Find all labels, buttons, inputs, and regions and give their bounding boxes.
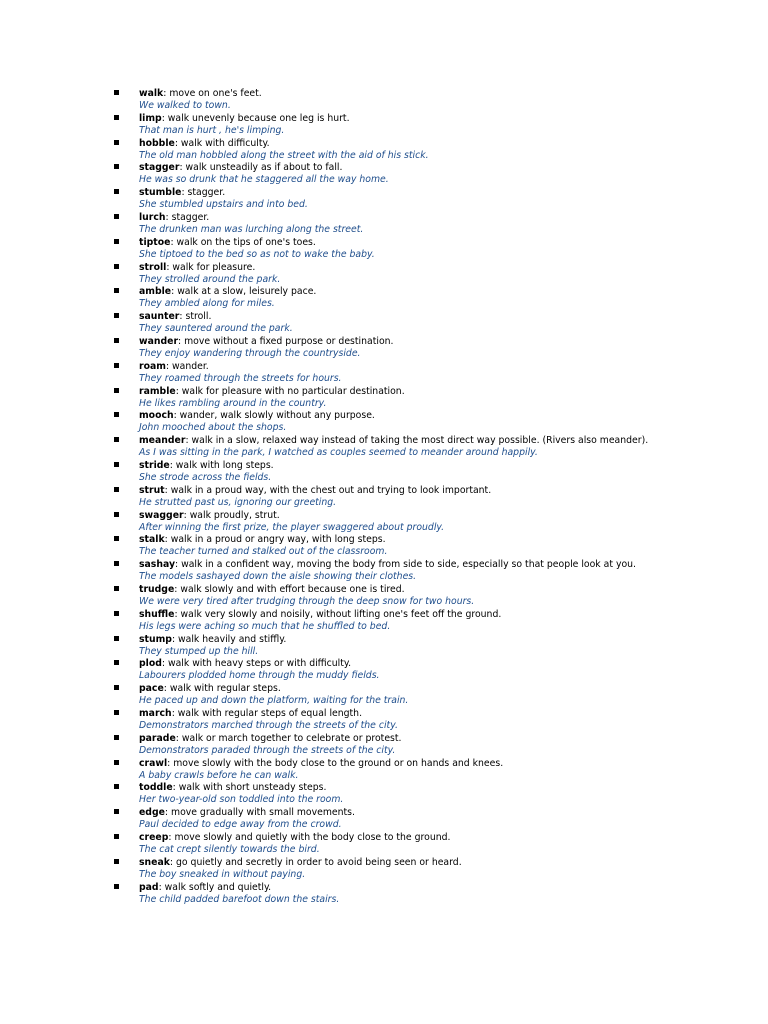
example-sentence: He likes rambling around in the country. — [139, 397, 327, 409]
headword: wander — [139, 335, 179, 347]
list-item — [114, 708, 754, 733]
example-sentence: His legs were aching so much that he shuffled to bed. — [139, 620, 391, 632]
list-item — [114, 361, 754, 386]
example-sentence: She strode across the fields. — [139, 471, 272, 483]
example-sentence: She tiptoed to the bed so as not to wake the baby. — [139, 248, 375, 260]
list-item — [114, 435, 754, 460]
square-bullet-icon — [114, 189, 119, 194]
example-sentence: Demonstrators paraded through the streets of the city. — [139, 744, 396, 756]
definition-text: : move slowly with the body close to the ground or on hands and knees. — [167, 757, 504, 769]
headword: shuffle — [139, 608, 175, 620]
definition-line — [139, 634, 754, 646]
square-bullet-icon — [114, 884, 119, 889]
definition-text: : wander. — [165, 360, 209, 372]
headword: pace — [139, 683, 164, 695]
headword: swagger — [139, 509, 184, 521]
definition-text: : walk with regular steps of equal length. — [171, 707, 363, 719]
headword: limp — [139, 112, 162, 124]
example-sentence: We were very tired after trudging through the deep snow for two hours. — [139, 595, 475, 607]
definition-line — [139, 435, 754, 447]
list-item — [114, 311, 754, 336]
definition-text: : walk very slowly and noisily, without lifting one's feet off the ground. — [174, 608, 502, 620]
list-item — [114, 807, 754, 832]
list-item — [114, 559, 754, 584]
example-sentence: The boy sneaked in without paying. — [139, 868, 306, 880]
square-bullet-icon — [114, 140, 119, 145]
headword: strut — [139, 484, 165, 496]
definition-text: : walk on the tips of one's toes. — [170, 236, 316, 248]
example-sentence: As I was sitting in the park, I watched as couples seemed to meander around happily. — [139, 447, 538, 459]
definition-text: : walk or march together to celebrate or protest. — [175, 732, 402, 744]
definition-line — [139, 683, 754, 695]
square-bullet-icon — [114, 611, 119, 616]
headword: sneak — [139, 856, 170, 868]
list-item — [114, 88, 754, 113]
definition-text: : walk heavily and stiffly. — [171, 633, 287, 645]
example-sentence: They enjoy wandering through the countryside. — [139, 347, 361, 359]
list-item — [114, 187, 754, 212]
definition-text: : stagger. — [165, 211, 210, 223]
headword: march — [139, 707, 172, 719]
definition-line — [139, 807, 754, 819]
definition-line — [139, 138, 754, 150]
definition-line — [139, 857, 754, 869]
example-sentence: He strutted past us, ignoring our greeting. — [139, 496, 337, 508]
square-bullet-icon — [114, 760, 119, 765]
definition-text: : walk in a slow, relaxed way instead of taking the most direct way possible. (Rivers also meander). — [185, 435, 649, 447]
headword: toddle — [139, 782, 173, 794]
definition-line — [139, 782, 754, 794]
example-sentence: Paul decided to edge away from the crowd. — [139, 819, 342, 831]
example-sentence: Labourers plodded home through the muddy fields. — [139, 670, 380, 682]
definition-line — [139, 534, 754, 546]
example-sentence: He paced up and down the platform, waiting for the train. — [139, 695, 409, 707]
headword: crawl — [139, 757, 168, 769]
square-bullet-icon — [114, 784, 119, 789]
example-sentence: Demonstrators marched through the streets of the city. — [139, 719, 398, 731]
headword: mooch — [139, 410, 174, 422]
headword: roam — [139, 360, 166, 372]
square-bullet-icon — [114, 239, 119, 244]
square-bullet-icon — [114, 412, 119, 417]
square-bullet-icon — [114, 164, 119, 169]
square-bullet-icon — [114, 313, 119, 318]
headword: plod — [139, 658, 162, 670]
headword: ramble — [139, 385, 176, 397]
square-bullet-icon — [114, 437, 119, 442]
square-bullet-icon — [114, 685, 119, 690]
headword: stagger — [139, 162, 180, 174]
headword: trudge — [139, 583, 175, 595]
definition-text: : walk with difficulty. — [174, 137, 270, 149]
example-sentence: The teacher turned and stalked out of the classroom. — [139, 546, 388, 558]
example-sentence: The child padded barefoot down the stairs. — [139, 893, 340, 905]
square-bullet-icon — [114, 388, 119, 393]
definition-line — [139, 311, 754, 323]
example-sentence: John mooched about the shops. — [139, 422, 287, 434]
definition-text: : move slowly and quietly with the body close to the ground. — [168, 831, 451, 843]
headword: amble — [139, 286, 172, 298]
definition-text: : stroll. — [179, 311, 212, 323]
definition-line — [139, 758, 754, 770]
list-item — [114, 162, 754, 187]
definition-text: : walk unsteadily as if about to fall. — [179, 162, 343, 174]
square-bullet-icon — [114, 487, 119, 492]
example-sentence: She stumbled upstairs and into bed. — [139, 199, 308, 211]
square-bullet-icon — [114, 363, 119, 368]
example-sentence: Her two-year-old son toddled into the room. — [139, 794, 344, 806]
square-bullet-icon — [114, 115, 119, 120]
square-bullet-icon — [114, 586, 119, 591]
headword: creep — [139, 831, 169, 843]
example-sentence: The models sashayed down the aisle showing their clothes. — [139, 571, 417, 583]
definition-line — [139, 510, 754, 522]
example-sentence: They strolled around the park. — [139, 273, 281, 285]
definition-line — [139, 733, 754, 745]
definition-line — [139, 658, 754, 670]
headword: stroll — [139, 261, 167, 273]
definition-text: : move gradually with small movements. — [164, 807, 355, 819]
square-bullet-icon — [114, 338, 119, 343]
list-item — [114, 733, 754, 758]
list-item — [114, 609, 754, 634]
square-bullet-icon — [114, 859, 119, 864]
definition-line — [139, 361, 754, 373]
headword: stalk — [139, 534, 165, 546]
headword: hobble — [139, 137, 175, 149]
definition-text: : walk at a slow, leisurely pace. — [171, 286, 317, 298]
square-bullet-icon — [114, 512, 119, 517]
definition-text: : walk with short unsteady steps. — [172, 782, 327, 794]
square-bullet-icon — [114, 710, 119, 715]
square-bullet-icon — [114, 660, 119, 665]
square-bullet-icon — [114, 561, 119, 566]
list-item — [114, 386, 754, 411]
list-item — [114, 336, 754, 361]
definition-text: : walk with heavy steps or with difficulty. — [161, 658, 352, 670]
headword: meander — [139, 435, 186, 447]
list-item — [114, 832, 754, 857]
definition-text: : move without a fixed purpose or destination. — [178, 335, 394, 347]
list-item — [114, 758, 754, 783]
list-item — [114, 286, 754, 311]
list-item — [114, 584, 754, 609]
list-item — [114, 857, 754, 882]
definition-text: : wander, walk slowly without any purpose. — [173, 410, 375, 422]
definition-text: : walk with long steps. — [169, 459, 274, 471]
headword: tiptoe — [139, 236, 171, 248]
list-item — [114, 460, 754, 485]
example-sentence: They sauntered around the park. — [139, 323, 293, 335]
list-item — [114, 534, 754, 559]
definition-line — [139, 212, 754, 224]
list-item — [114, 485, 754, 510]
example-sentence: The cat crept silently towards the bird. — [139, 843, 320, 855]
list-item — [114, 782, 754, 807]
definition-text: : move on one's feet. — [163, 88, 262, 99]
definition-line — [139, 262, 754, 274]
definition-text: : walk unevenly because one leg is hurt. — [161, 112, 350, 124]
definition-text: : walk softly and quietly. — [158, 881, 272, 893]
definition-line — [139, 485, 754, 497]
headword: stump — [139, 633, 172, 645]
definition-line — [139, 882, 754, 894]
list-item — [114, 138, 754, 163]
headword: parade — [139, 732, 176, 744]
example-sentence: After winning the first prize, the player swaggered about proudly. — [139, 521, 445, 533]
example-sentence: He was so drunk that he staggered all the way home. — [139, 174, 389, 186]
definition-line — [139, 609, 754, 621]
example-sentence: The old man hobbled along the street with the aid of his stick. — [139, 149, 429, 161]
definition-text: : walk for pleasure with no particular destination. — [175, 385, 405, 397]
definition-text: : stagger. — [181, 187, 226, 199]
definition-line — [139, 386, 754, 398]
square-bullet-icon — [114, 536, 119, 541]
headword: sashay — [139, 559, 176, 571]
headword: lurch — [139, 211, 166, 223]
definition-text: : walk with regular steps. — [163, 683, 281, 695]
vocabulary-list — [114, 88, 754, 906]
definition-line — [139, 88, 754, 100]
square-bullet-icon — [114, 735, 119, 740]
square-bullet-icon — [114, 636, 119, 641]
definition-text: : walk proudly, strut. — [183, 509, 280, 521]
definition-line — [139, 832, 754, 844]
example-sentence: They roamed through the streets for hours. — [139, 372, 342, 384]
definition-line — [139, 410, 754, 422]
example-sentence: They ambled along for miles. — [139, 298, 275, 310]
list-item — [114, 410, 754, 435]
headword: edge — [139, 807, 165, 819]
list-item — [114, 113, 754, 138]
definition-text: : walk in a proud or angry way, with long steps. — [164, 534, 386, 546]
example-sentence: The drunken man was lurching along the street. — [139, 223, 364, 235]
square-bullet-icon — [114, 90, 119, 95]
definition-text: : go quietly and secretly in order to avoid being seen or heard. — [169, 856, 462, 868]
headword: pad — [139, 881, 159, 893]
definition-line — [139, 559, 754, 571]
headword: walk — [139, 88, 164, 99]
square-bullet-icon — [114, 288, 119, 293]
example-sentence: That man is hurt , he's limping. — [139, 124, 285, 136]
list-item — [114, 262, 754, 287]
example-sentence: A baby crawls before he can walk. — [139, 769, 299, 781]
list-item — [114, 634, 754, 659]
square-bullet-icon — [114, 834, 119, 839]
list-item — [114, 683, 754, 708]
list-item — [114, 212, 754, 237]
definition-text: : walk for pleasure. — [166, 261, 256, 273]
definition-text: : walk in a proud way, with the chest out and trying to look important. — [164, 484, 492, 496]
square-bullet-icon — [114, 809, 119, 814]
headword: stumble — [139, 187, 182, 199]
definition-line — [139, 187, 754, 199]
list-item — [114, 510, 754, 535]
definition-text: : walk slowly and with effort because one is tired. — [174, 583, 405, 595]
list-item — [114, 658, 754, 683]
example-sentence: They stumped up the hill. — [139, 645, 259, 657]
headword: stride — [139, 459, 170, 471]
definition-line — [139, 237, 754, 249]
definition-line — [139, 162, 754, 174]
list-item — [114, 882, 754, 907]
definition-line — [139, 584, 754, 596]
square-bullet-icon — [114, 462, 119, 467]
list-item — [114, 237, 754, 262]
definition-line — [139, 708, 754, 720]
definition-line — [139, 336, 754, 348]
definition-line — [139, 286, 754, 298]
definition-line — [139, 460, 754, 472]
definition-line — [139, 113, 754, 125]
headword: saunter — [139, 311, 180, 323]
square-bullet-icon — [114, 214, 119, 219]
example-sentence: We walked to town. — [139, 100, 231, 111]
definition-text: : walk in a confident way, moving the body from side to side, especially so that people look at you. — [175, 559, 636, 571]
square-bullet-icon — [114, 264, 119, 269]
